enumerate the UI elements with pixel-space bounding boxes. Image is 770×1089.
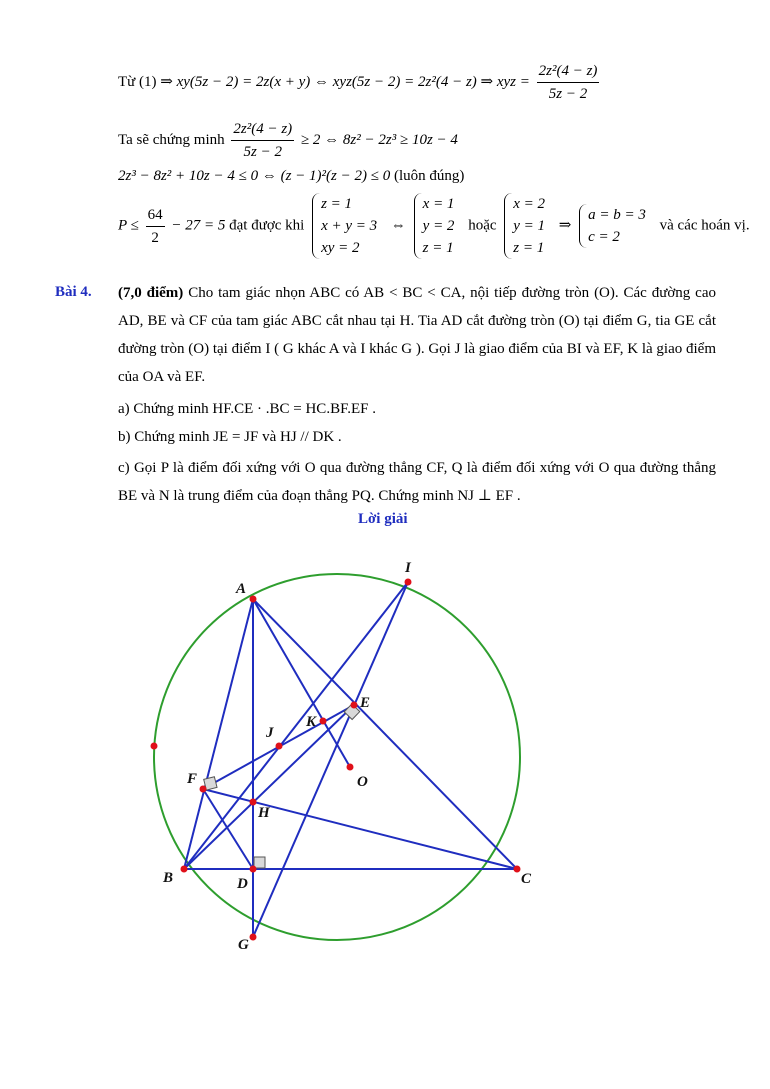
line4-tail: và các hoán vị. bbox=[659, 217, 750, 234]
system-2-eq: x = 1 bbox=[422, 196, 455, 212]
system-3-eq: x = 2 bbox=[513, 196, 546, 212]
geometry-figure bbox=[0, 540, 770, 1000]
system-4-eq: a = b = 3 bbox=[588, 207, 646, 223]
point-G bbox=[250, 934, 257, 941]
point-F bbox=[200, 786, 207, 793]
implies-symbol: ⇒ bbox=[558, 217, 572, 234]
line3-expression: 2z³ − 8z² + 10z − 4 ≤ 0 ⇔ (z − 1)²(z − 2) ≤ 0 bbox=[118, 168, 391, 184]
point-I bbox=[405, 579, 412, 586]
system-2-eq: y = 2 bbox=[422, 218, 455, 234]
system-2 bbox=[414, 193, 461, 259]
system-1-eq: z = 1 bbox=[321, 196, 353, 212]
label-O: O bbox=[357, 774, 368, 790]
circumcircle-O bbox=[154, 574, 520, 940]
point-D bbox=[250, 866, 257, 873]
label-J: J bbox=[266, 725, 274, 741]
right-angle-D bbox=[254, 857, 265, 868]
equation-line-2 bbox=[118, 118, 458, 163]
label-I: I bbox=[405, 560, 411, 576]
line2-frac-den: 5z − 2 bbox=[243, 144, 283, 160]
point-H bbox=[250, 799, 257, 806]
point-E bbox=[351, 702, 358, 709]
system-3-eq: y = 1 bbox=[513, 218, 546, 234]
point-K bbox=[320, 718, 327, 725]
line1-frac-num: 2z²(4 − z) bbox=[537, 60, 600, 83]
line4-when: đạt được khi bbox=[229, 217, 305, 234]
point-B bbox=[181, 866, 188, 873]
label-K: K bbox=[306, 714, 317, 730]
part-a: a) Chứng minh HF.CE · .BC = HC.BF.EF . bbox=[118, 401, 376, 417]
system-1-eq: x + y = 3 bbox=[321, 218, 378, 234]
system-3-eq: z = 1 bbox=[513, 240, 545, 256]
ray-GI bbox=[253, 582, 408, 937]
system-1 bbox=[312, 193, 383, 259]
system-4-eq: c = 2 bbox=[588, 229, 620, 245]
point-C bbox=[514, 866, 521, 873]
right-angle-marks bbox=[204, 704, 360, 868]
point-O bbox=[347, 764, 354, 771]
label-F: F bbox=[187, 771, 198, 787]
line1-frac-den: 5z − 2 bbox=[548, 86, 588, 102]
problem-statement bbox=[118, 279, 716, 391]
line1-fraction bbox=[537, 60, 600, 105]
label-B: B bbox=[163, 870, 174, 886]
line3-note: (luôn đúng) bbox=[393, 168, 465, 184]
label-H: H bbox=[258, 805, 270, 821]
part-b: b) Chứng minh JE = JF và HJ // DK . bbox=[118, 429, 342, 445]
segment-AB bbox=[184, 599, 253, 869]
line2-frac-num: 2z²(4 − z) bbox=[231, 118, 294, 141]
problem-points: (7,0 điểm) bbox=[118, 285, 184, 301]
line4-frac-num: 64 bbox=[146, 204, 165, 227]
label-G: G bbox=[238, 937, 249, 953]
line1-prefix: Từ (1) bbox=[118, 73, 157, 90]
problem-statement-text: Cho tam giác nhọn ABC có AB < BC < CA, nội tiếp đường tròn (O). Các đường cao AD, BE và CF của tam giác ABC cắt nhau tại H. Tia AD cắt đường tròn (O) tại điểm G, tia GE cắt đường tròn (O) tại điểm I ( G khác A và I khác G ). Gọi J là giao điểm của BI và EF, K là giao điểm của OA và EF. bbox=[118, 285, 716, 385]
line2-fraction bbox=[231, 118, 294, 163]
segment-BI bbox=[184, 582, 408, 869]
point-circle-edge bbox=[151, 743, 158, 750]
equation-line-3 bbox=[118, 168, 464, 185]
equation-line-4 bbox=[118, 193, 750, 259]
equation-line-1 bbox=[118, 60, 602, 105]
or-word: hoặc bbox=[468, 217, 497, 234]
point-J bbox=[276, 743, 283, 750]
system-2-eq: z = 1 bbox=[422, 240, 454, 256]
line1-expression: ⇒ xy(5z − 2) = 2z(x + y) ⇔ xyz(5z − 2) = 2z²(4 − z) ⇒ xyz = bbox=[160, 73, 530, 90]
line4-fraction bbox=[146, 204, 165, 249]
problem-number: Bài 4. bbox=[55, 284, 92, 300]
segment-FD bbox=[203, 789, 253, 869]
line4-rhs: − 27 = 5 bbox=[171, 217, 226, 234]
line4-frac-den: 2 bbox=[151, 229, 159, 246]
line4-lhs: P ≤ bbox=[118, 217, 139, 234]
solution-title: Lời giải bbox=[358, 511, 408, 527]
system-4 bbox=[579, 204, 652, 248]
line2-expression: ≥ 2 ⇔ 8z² − 2z³ ≥ 10z − 4 bbox=[300, 131, 458, 148]
line2-prefix: Ta sẽ chứng minh bbox=[118, 131, 225, 148]
part-c: c) Gọi P là điểm đối xứng với O qua đường thẳng CF, Q là điểm đối xứng với O qua đường thẳng BE và N là trung điểm của đoạn thẳng PQ. Chứng minh NJ ⊥ EF . bbox=[118, 460, 716, 504]
label-E: E bbox=[360, 695, 371, 711]
label-A: A bbox=[236, 581, 247, 597]
system-3 bbox=[504, 193, 551, 259]
point-A bbox=[250, 596, 257, 603]
system-1-eq: xy = 2 bbox=[321, 240, 360, 256]
label-C: C bbox=[521, 871, 532, 887]
figure-lines bbox=[184, 582, 517, 937]
label-D: D bbox=[237, 876, 248, 892]
iff-symbol: ⇔ bbox=[390, 217, 406, 234]
